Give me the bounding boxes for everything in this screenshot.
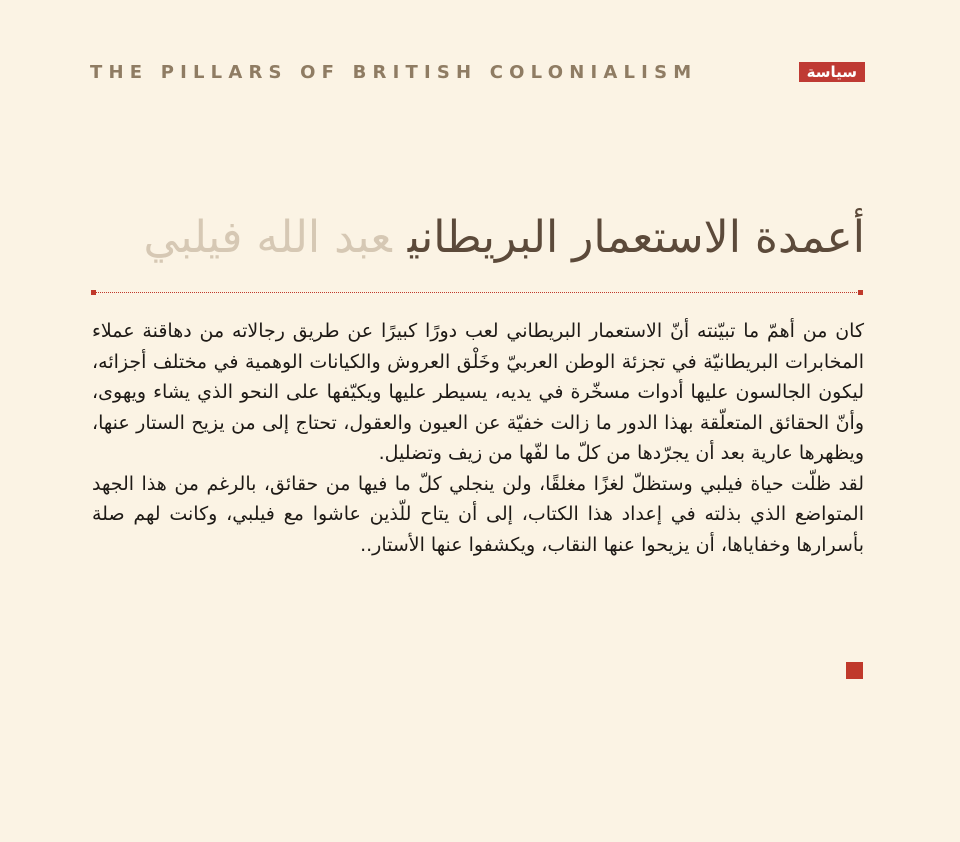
header-bar: [90, 58, 865, 86]
end-of-article-mark: [846, 662, 863, 679]
article-heading: [85, 203, 865, 273]
article-title: أعمدة الاستعمار البريطاني: [407, 212, 865, 263]
section-badge: سياسة: [799, 62, 865, 82]
paragraph: لقد ظلّت حياة فيلبي وستظلّ لغزًا مغلقًا، ولن ينجلي كلّ ما فيها من حقائق، بالرغم من هذا الجهد المتواضع الذي بذلته في إعداد هذا الكتاب، إلى أن يتاح للّذين عاشوا مع فيلبي، وكانت لهم صلة بأسرارها وخفاياها، أن يزيحوا عنها النقاب، ويكشفوا عنها الأستار..: [92, 472, 864, 556]
article-body: [92, 316, 864, 560]
english-title: THE PILLARS OF BRITISH COLONIALISM: [90, 61, 698, 83]
paragraph: كان من أهمّ ما تبيّنته أنّ الاستعمار البريطاني لعب دورًا كبيرًا عن طريق رجالاته من دهاقنة عملاء المخابرات البريطانيّة في تجزئة الوطن العربيّ وخَلْق العروش والكيانات الوهمية في مختلف أجزائه، ليكون الجالسون عليها أدوات مسخّرة في يديه، يسيطر عليها ويكيّفها على النحو الذي يشاء ويهوى، وأنّ الحقائق المتعلّقة بهذا الدور ما زالت خفيّة عن العيون والعقول، تحتاج إلى من يزيح الستار عنها، ويظهرها عارية بعد أن يجرّدها من كلّ ما لفّها من زيف وتضليل.: [92, 320, 864, 464]
title-divider: [93, 292, 863, 293]
divider-end-dot: [91, 290, 96, 295]
divider-end-dot: [858, 290, 863, 295]
article-author: عبد الله فيلبي: [143, 212, 392, 263]
